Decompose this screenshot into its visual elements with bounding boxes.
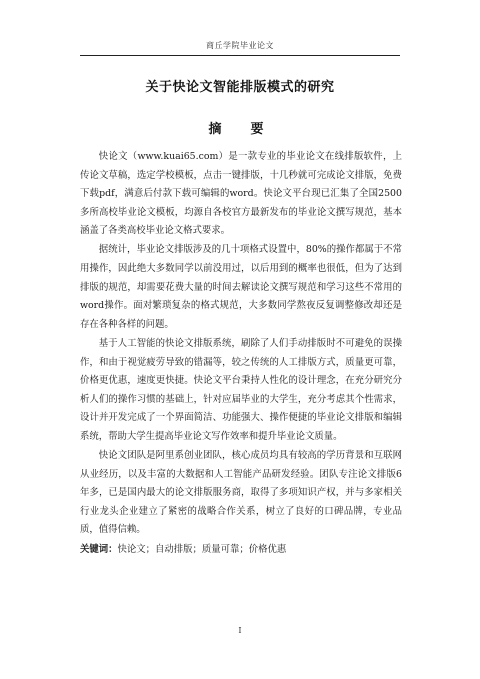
keywords-line [80, 541, 402, 559]
abstract-paragraph: 据统计，毕业论文排版涉及的几十项格式设置中，80%的操作都属于不常用操作，因此绝大多数同学以前没用过，以后用到的概率也很低，但为了达到排版的规范，却需要花费大量的时间去解读论文撰写规范和学习这些不常用的word操作。面对繁琐复杂的格式规范，大多数同学熬夜反复调整修改却还是存在各种各样的问题。 [80, 244, 402, 330]
abstract-body [80, 148, 402, 540]
abstract-paragraph: 快论文团队是阿里系创业团队，核心成员均具有较高的学历背景和互联网从业经历，以及丰富的大数据和人工智能产品研发经验。团队专注论文排版6年多，已是国内最大的论文排版服务商，取得了多项知识产权，并与多家相关行业龙头企业建立了紧密的战略合作关系，树立了良好的口碑品牌，专业品质，值得信赖。 [80, 450, 402, 536]
running-header: 商丘学院毕业论文 [206, 41, 274, 50]
header-divider [80, 55, 400, 56]
abstract-paragraph: 快论文（www.kuai65.com）是一款专业的毕业论文在线排版软件，上传论文草稿，选定学校模板，点击一键排版，十几秒就可完成论文排版，免费下载pdf，满意后付款下载可编辑的word。快论文平台现已汇集了全国2500多所高校毕业论文模板，均源自各校官方最新发布的毕业论文撰写规范，基本涵盖了各类高校毕业论文格式要求。 [80, 151, 402, 237]
page-number: I [238, 626, 242, 635]
keywords-label: 关键词： [80, 544, 118, 555]
page-title: 关于快论文智能排版模式的研究 [145, 80, 335, 95]
keywords-value: 快论文；自动排版；质量可靠；价格优惠 [117, 544, 287, 555]
abstract-heading: 摘 要 [208, 122, 272, 137]
abstract-paragraph: 基于人工智能的快论文排版系统，刷除了人们手动排版时不可避免的误操作，和由于视觉疲劳导致的错漏等，较之传统的人工排版方式，质量更可靠，价格更优惠，速度更快捷。快论文平台秉持人性化的设计理念，在充分研究分析人们的操作习惯的基础上，针对应届毕业的大学生，充分考虑其个性需求，设计并开发完成了一个界面简洁、功能强大、操作便捷的毕业论文排版和编辑系统，帮助大学生提高毕业论文写作效率和提升毕业论文质量。 [80, 337, 402, 442]
